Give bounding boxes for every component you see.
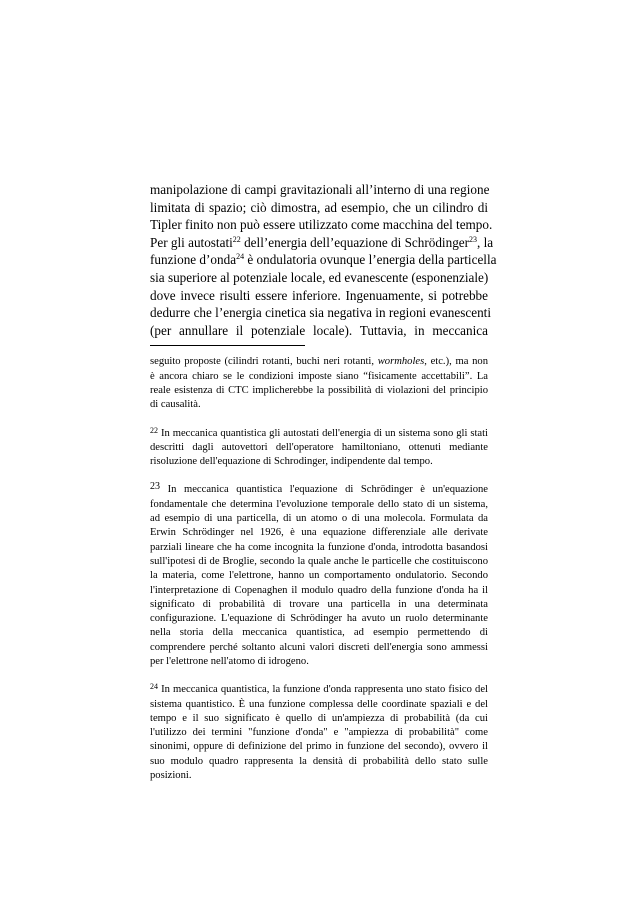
footnote-line: comprendere perché soltanto alcuni valori discreti dell'energia sono ammessi xyxy=(150,641,488,653)
body-line: (per annullare il potenziale locale). Tuttavia, in meccanica xyxy=(150,322,488,338)
footnote-23 xyxy=(150,483,488,669)
body-line xyxy=(150,234,494,252)
footnote-line: parziali lineare che ha come incognita la funzione d'onda, introdotta basandosi xyxy=(150,541,488,553)
footnote-line: sull'ipotesi di de Broglie, secondo la quale anche le particelle che costituiscono xyxy=(150,555,488,567)
footnote-line: reale esistenza di CTC implicherebbe la possibilità di violazioni del principio xyxy=(150,384,488,396)
footnote-24 xyxy=(150,683,488,783)
footnote-gap xyxy=(150,413,488,427)
body-line: dedurre che l’energia cinetica sia negativa in regioni evanescenti xyxy=(150,305,492,321)
footnote-line: sinonimi, oppure di definizione del primo in funzione del secondo), ovvero il xyxy=(150,741,488,753)
footnote-number: 22 xyxy=(150,425,158,435)
body-line: manipolazione di campi gravitazionali all’interno di una regione xyxy=(150,182,490,197)
body-text-run: Per gli autostati xyxy=(150,234,233,250)
footnote-number: 23 xyxy=(150,481,160,493)
footnote-line: posizioni. xyxy=(150,770,192,782)
footnote-separator xyxy=(150,345,305,346)
footnote-line: ad esempio di una particella, di un atomo o di una molecola. Formulata da xyxy=(150,513,488,525)
footnote-line: risoluzione dell'equazione di Schrodinger, indipendente dal tempo. xyxy=(150,456,433,468)
page-content xyxy=(150,181,497,783)
footnote-line xyxy=(150,355,488,369)
footnote-number: 24 xyxy=(150,682,158,692)
main-paragraph xyxy=(150,181,497,339)
footnote-line: configurazione. L'equazione di Schrödinger ha avuto un ruolo determinante xyxy=(150,613,488,625)
footnote-line: è ancora chiaro se le condizioni imposte siano “fisicamente accettabili”. La xyxy=(150,370,488,382)
body-text-run: , la xyxy=(477,234,494,250)
footnote-gap xyxy=(150,469,488,483)
footnote-line: sistema quantistico. È una funzione complessa delle coordinate spaziali e del xyxy=(150,698,488,710)
body-text-run: funzione d’onda xyxy=(150,252,237,268)
footnote-line: per l'elettrone nell'atomo di idrogeno. xyxy=(150,655,309,667)
footnote-line: fondamentale che determina l'evoluzione temporale dello stato di un sistema, xyxy=(150,498,488,510)
footnote-ref-24[interactable]: 24 xyxy=(236,252,245,262)
body-text-run: dell’energia dell’equazione di Schrödinger xyxy=(240,234,470,250)
footnote-continued xyxy=(150,355,488,412)
footnote-line: di causalità. xyxy=(150,399,201,411)
footnote-gap xyxy=(150,669,488,683)
footnote-line: Erwin Schrödinger nel 1926, è una equazione differenziale alle derivate xyxy=(150,527,488,539)
body-line xyxy=(150,251,497,269)
footnote-line xyxy=(150,427,488,441)
footnote-ref-22[interactable]: 22 xyxy=(232,234,241,244)
body-line: sia superiore al potenziale locale, ed evanescente (esponenziale) xyxy=(150,269,489,285)
footnote-text-run: seguito proposte (cilindri rotanti, buchi neri rotanti, xyxy=(150,356,378,368)
footnote-line: tempo e il suo significato è quello di un'ampiezza di probabilità (da cui xyxy=(150,712,488,724)
footnote-line: l'interpretazione di Copenaghen il modulo quadro della funzione d'onda ha il xyxy=(150,584,488,596)
footnote-text-run: In meccanica quantistica, la funzione d'onda rappresenta uno stato fisico del xyxy=(158,684,488,696)
body-line: dove invece risulti essere inferiore. Ingenuamente, si potrebbe xyxy=(150,287,488,303)
body-line: limitata di spazio; ciò dimostra, ad esempio, che un cilindro di xyxy=(150,199,488,215)
footnote-text-run: , etc.), ma non xyxy=(424,356,488,368)
footnote-line xyxy=(150,683,488,697)
footnote-line: suo modulo quadro rappresenta la densità di probabilità dello stato sulle xyxy=(150,755,488,767)
body-text-run: è ondulatoria ovunque l’energia della particella xyxy=(244,252,497,268)
footnote-line: l'utilizzo dei termini "funzione d'onda" e "ampiezza di probabilità" come xyxy=(150,727,488,739)
footnote-italic-term: wormholes xyxy=(377,356,425,368)
footnote-line xyxy=(150,483,488,497)
footnote-text-run: In meccanica quantistica l'equazione di Schrödinger è un'equazione xyxy=(160,484,488,496)
body-line: Tipler finito non può essere utilizzato come macchina del tempo. xyxy=(150,217,493,233)
footnote-ref-23[interactable]: 23 xyxy=(469,234,478,244)
footnote-line: significato di probabilità di trovare una particella in una determinata xyxy=(150,598,488,610)
footnote-line: descritti dagli autovettori dell'operatore hamiltoniano, ottenuti mediante xyxy=(150,441,488,453)
footnote-22 xyxy=(150,427,488,470)
footnote-line: la materia, come l'elettrone, hanno un comportamento ondulatorio. Secondo xyxy=(150,570,488,582)
footnote-text-run: In meccanica quantistica gli autostati dell'energia di un sistema sono gli stati xyxy=(158,427,488,439)
footnote-line: nella storia della meccanica quantistica, ad esempio permettendo di xyxy=(150,627,488,639)
